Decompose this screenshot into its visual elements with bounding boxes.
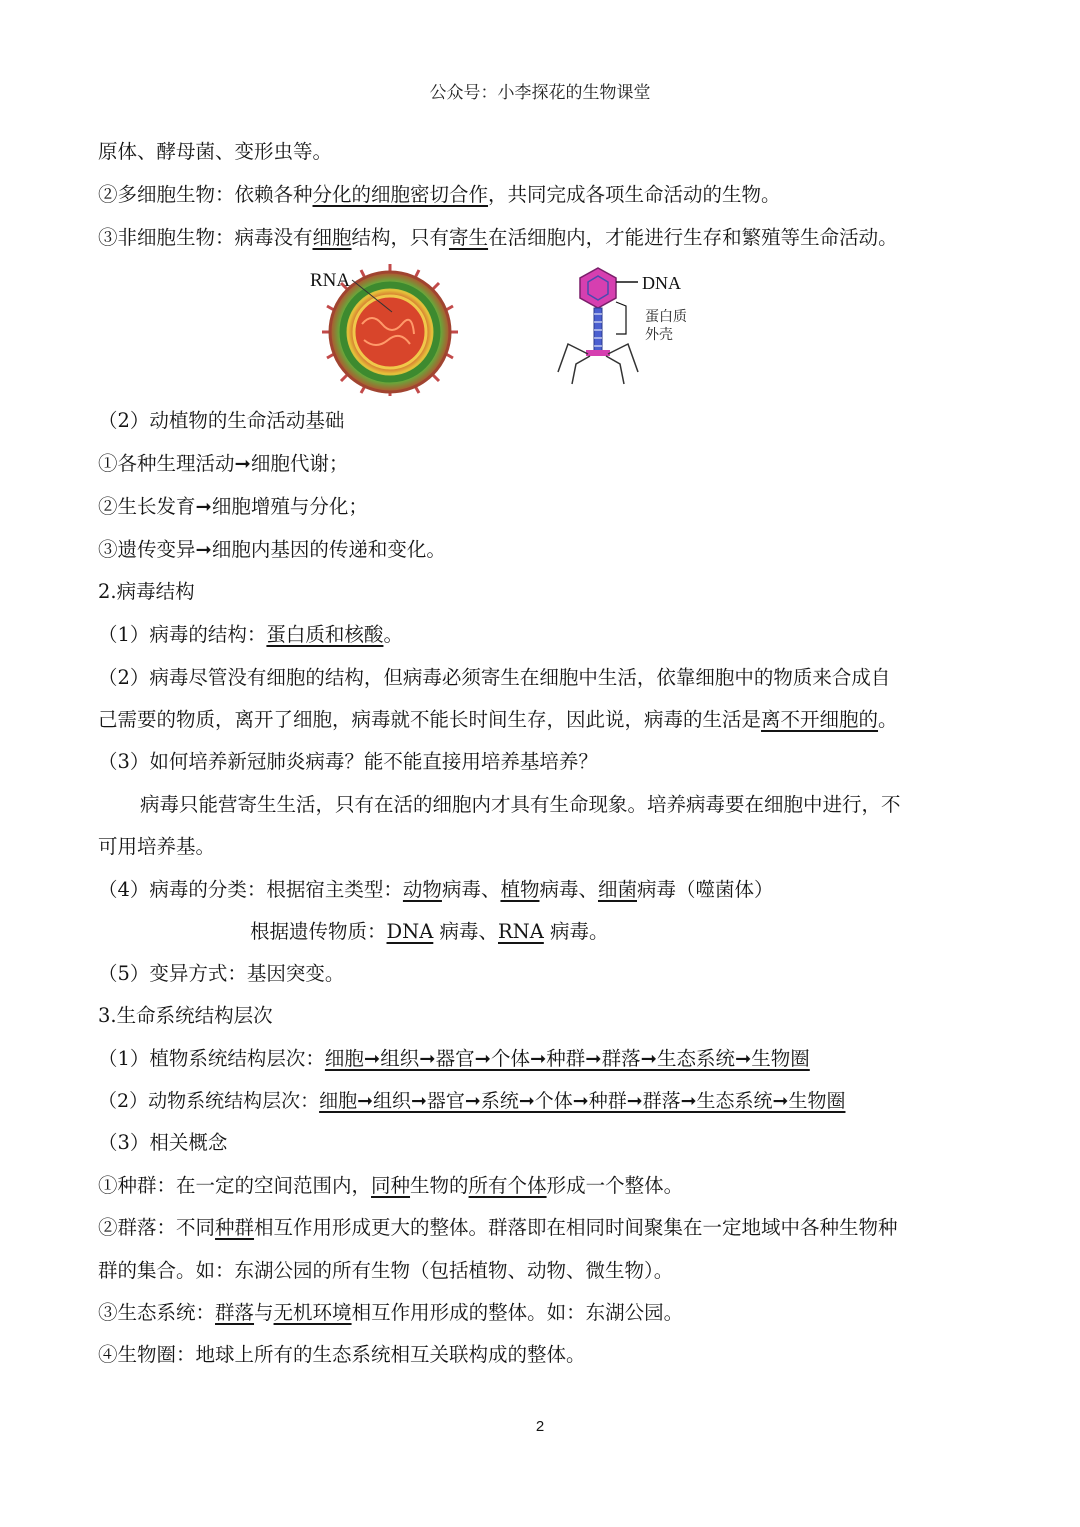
list-item: ③遗传变异➞细胞内基因的传递和变化。 xyxy=(98,538,446,561)
text-segment: 病毒（噬菌体） xyxy=(637,878,774,901)
dna-label: DNA xyxy=(642,273,681,293)
text-segment: ，共同完成各项生命活动的生物。 xyxy=(488,183,781,206)
underlined-term: 同种 xyxy=(371,1174,411,1197)
text-segment: 生物的 xyxy=(410,1174,469,1197)
page-number: 2 xyxy=(535,1418,545,1435)
text-segment: ②群落：不同 xyxy=(98,1216,216,1239)
text-segment: （4）病毒的分类：根据宿主类型： xyxy=(98,878,403,901)
underlined-term: 蛋白质和核酸 xyxy=(266,623,384,646)
text-segment: ②多细胞生物：依赖各种 xyxy=(98,183,313,206)
text-segment: ①种群：在一定的空间范围内， xyxy=(98,1174,372,1197)
underlined-term: 细胞➞组织➞器官➞系统➞个体➞种群➞群落➞生态系统➞生物圈 xyxy=(319,1090,846,1112)
section-title: 2.病毒结构 xyxy=(98,580,195,603)
text-segment: ③非细胞生物：病毒没有 xyxy=(98,226,313,249)
text-segment: 病毒、 xyxy=(539,878,598,901)
protein-label-line: 外壳 xyxy=(645,327,673,343)
text-segment: （2）动物系统结构层次： xyxy=(98,1090,320,1112)
underlined-term: 细胞➞组织➞器官➞个体➞种群➞群落➞生态系统➞生物圈 xyxy=(324,1047,810,1070)
text-segment: 与 xyxy=(254,1301,274,1324)
underlined-term: 无机环境 xyxy=(273,1301,352,1324)
page-header: 公众号：小李探花的生物课堂 xyxy=(429,83,651,103)
text-segment: 病毒、 xyxy=(441,878,501,901)
underlined-term: 细胞 xyxy=(312,226,352,249)
section-subtitle: （3）相关概念 xyxy=(98,1131,228,1154)
rna-label: RNA xyxy=(310,270,351,291)
underlined-term: 动物 xyxy=(402,878,442,901)
text-segment: 病毒。 xyxy=(543,920,609,943)
protein-shell-label xyxy=(645,308,687,344)
underlined-term: 群落 xyxy=(215,1301,255,1324)
text-line xyxy=(98,1299,998,1327)
underlined-term: 分化的细胞密切合作 xyxy=(312,183,489,206)
answer-line: 病毒只能营寄生生活，只有在活的细胞内才具有生命现象。培养病毒要在细胞中进行，不 xyxy=(140,793,901,816)
text-line xyxy=(98,876,998,904)
text-segment: 。 xyxy=(383,623,403,646)
text-line xyxy=(250,918,1080,946)
text-line xyxy=(98,621,998,649)
underlined-term: 种群 xyxy=(215,1216,255,1239)
answer-line: 可用培养基。 xyxy=(98,835,216,858)
text-line xyxy=(98,706,998,734)
text-segment: 相互作用形成更大的整体。群落即在相同时间聚集在一定地域中各种生物种 xyxy=(254,1216,898,1239)
bacteriophage-icon xyxy=(558,268,638,384)
underlined-term: DNA xyxy=(386,920,434,943)
text-segment: 形成一个整体。 xyxy=(546,1174,684,1197)
text-line xyxy=(98,224,998,252)
virus-figure xyxy=(300,262,720,397)
text-segment: 结构，只有 xyxy=(351,226,450,249)
text-line: （5）变异方式：基因突变。 xyxy=(98,962,345,985)
list-item: ①各种生理活动➞细胞代谢； xyxy=(98,452,349,475)
underlined-term: 离不开细胞的 xyxy=(761,708,879,731)
underlined-term: 寄生 xyxy=(449,226,489,249)
text-segment: （1）病毒的结构： xyxy=(98,623,267,646)
question-line: （3）如何培养新冠肺炎病毒？能不能直接用培养基培养？ xyxy=(98,750,598,773)
text-line xyxy=(98,1087,998,1115)
section-subtitle: （2）动植物的生命活动基础 xyxy=(98,409,345,432)
text-segment: （1）植物系统结构层次： xyxy=(98,1047,325,1070)
text-segment: 根据遗传物质： xyxy=(250,920,387,943)
text-line xyxy=(98,181,998,209)
text-line: 原体、酵母菌、变形虫等。 xyxy=(98,140,333,163)
text-line xyxy=(98,1172,998,1200)
text-segment: 相互作用形成的整体。如：东湖公园。 xyxy=(351,1301,684,1324)
text-line xyxy=(98,1214,998,1242)
text-line: （2）病毒尽管没有细胞的结构，但病毒必须寄生在细胞中生活，依靠细胞中的物质来合成自 xyxy=(98,666,891,689)
text-segment: ③生态系统： xyxy=(98,1301,216,1324)
text-line: ④生物圈：地球上所有的生态系统相互关联构成的整体。 xyxy=(98,1343,586,1366)
text-segment: 在活细胞内，才能进行生存和繁殖等生命活动。 xyxy=(488,226,898,249)
section-title: 3.生命系统结构层次 xyxy=(98,1004,273,1027)
underlined-term: RNA xyxy=(498,920,544,943)
protein-label-line: 蛋白质 xyxy=(645,309,687,325)
text-segment: 病毒、 xyxy=(433,920,498,943)
text-segment: 。 xyxy=(878,708,898,731)
text-segment: 己需要的物质，离开了细胞，病毒就不能长时间生存，因此说，病毒的生活是 xyxy=(98,708,762,731)
text-line xyxy=(98,1045,998,1073)
text-line: 群的集合。如：东湖公园的所有生物（包括植物、动物、微生物）。 xyxy=(98,1259,674,1282)
underlined-term: 细菌 xyxy=(597,878,637,901)
list-item: ②生长发育➞细胞增殖与分化； xyxy=(98,495,368,518)
underlined-term: 植物 xyxy=(500,878,540,901)
underlined-term: 所有个体 xyxy=(468,1174,547,1197)
